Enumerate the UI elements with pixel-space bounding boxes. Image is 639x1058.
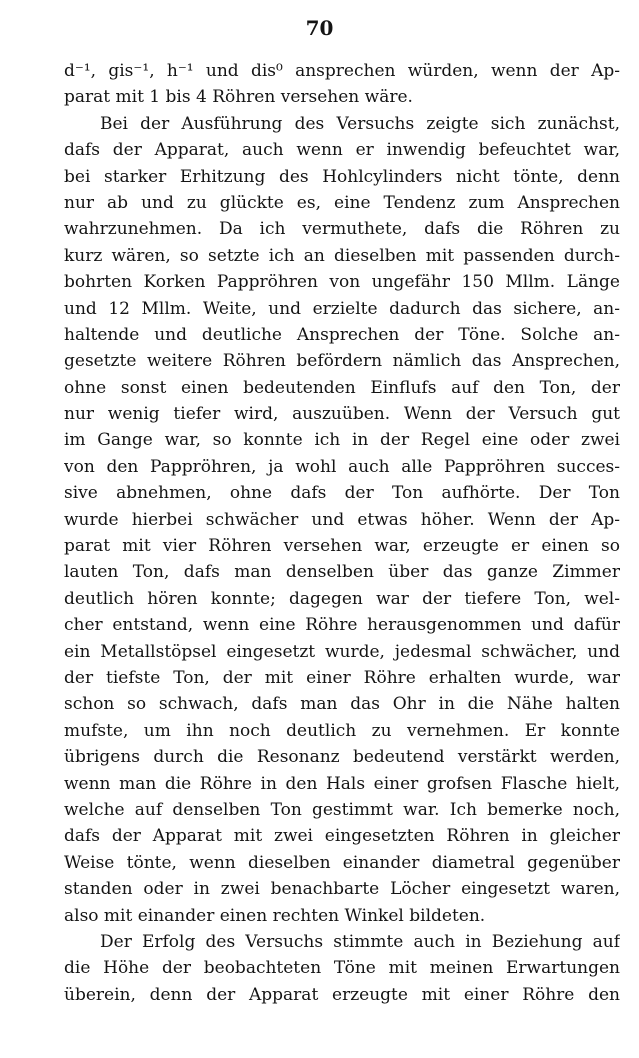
paragraph-1 <box>64 58 620 111</box>
paragraph-3 <box>64 929 620 1008</box>
text-line: von den Pappröhren, ja wohl auch alle Pappröhren succes- <box>64 456 620 477</box>
text-line: also mit einander einen rechten Winkel bildeten. <box>64 905 486 926</box>
text-line: ohne sonst einen bedeutenden Einflufs auf den Ton, der <box>64 377 620 398</box>
text-line: welche auf denselben Ton gestimmt war. Ich bemerke noch, <box>64 799 620 820</box>
paragraph-2 <box>64 111 620 929</box>
text-line: dafs der Apparat, auch wenn er inwendig befeuchtet war, <box>64 140 620 161</box>
text-line: übrigens durch die Resonanz bedeutend verstärkt werden, <box>64 747 620 768</box>
text-line: parat mit vier Röhren versehen war, erzeugte er einen so <box>64 536 620 557</box>
text-line: Bei der Ausführung des Versuchs zeigte sich zunächst, <box>100 113 620 134</box>
text-line: schon so schwach, dafs man das Ohr in die Nähe halten <box>64 694 620 715</box>
text-line: gesetzte weitere Röhren befördern nämlich das Ansprechen, <box>64 351 620 372</box>
text-line: wurde hierbei schwächer und etwas höher. Wenn der Ap- <box>64 509 620 530</box>
text-line: nur ab und zu glückte es, eine Tendenz zum Ansprechen <box>64 192 620 213</box>
text-line: parat mit 1 bis 4 Röhren versehen wäre. <box>64 87 413 108</box>
text-line: ein Metallstöpsel eingesetzt wurde, jedesmal schwächer, und <box>64 641 620 662</box>
page-number: 70 <box>305 16 334 40</box>
text-line: bohrten Korken Pappröhren von ungefähr 150 Mllm. Länge <box>64 272 620 293</box>
text-line: sive abnehmen, ohne dafs der Ton aufhörte. Der Ton <box>64 483 620 504</box>
text-line: der tiefste Ton, der mit einer Röhre erhalten wurde, war <box>64 667 620 688</box>
text-line: die Höhe der beobachteten Töne mit meinen Erwartungen <box>64 958 620 979</box>
text-line: wenn man die Röhre in den Hals einer grofsen Flasche hielt, <box>64 773 620 794</box>
text-line: und 12 Mllm. Weite, und erzielte dadurch das sichere, an- <box>64 298 620 319</box>
text-line: haltende und deutliche Ansprechen der Töne. Solche an- <box>64 324 620 345</box>
text-line: mufste, um ihn noch deutlich zu vernehmen. Er konnte <box>64 720 620 741</box>
text-line: im Gange war, so konnte ich in der Regel eine oder zwei <box>64 430 620 451</box>
text-line: d⁻¹, gis⁻¹, h⁻¹ und dis⁰ ansprechen würden, wenn der Ap- <box>64 61 620 81</box>
body-text <box>64 58 620 1008</box>
text-line: kurz wären, so setzte ich an dieselben mit passenden durch- <box>64 245 620 266</box>
text-line: bei starker Erhitzung des Hohlcylinders nicht tönte, denn <box>64 166 620 187</box>
text-line: Der Erfolg des Versuchs stimmte auch in Beziehung auf <box>100 931 620 952</box>
text-line: lauten Ton, dafs man denselben über das ganze Zimmer <box>64 562 620 583</box>
text-line: cher entstand, wenn eine Röhre herausgenommen und dafür <box>64 615 620 636</box>
text-line: deutlich hören konnte; dagegen war der tiefere Ton, wel- <box>64 588 620 609</box>
text-line: Weise tönte, wenn dieselben einander diametral gegenüber <box>64 852 620 873</box>
text-line: nur wenig tiefer wird, auszuüben. Wenn der Versuch gut <box>64 404 620 425</box>
text-line: dafs der Apparat mit zwei eingesetzten Röhren in gleicher <box>64 826 620 847</box>
text-line: überein, denn der Apparat erzeugte mit einer Röhre den <box>64 984 620 1005</box>
text-line: standen oder in zwei benachbarte Löcher eingesetzt waren, <box>64 879 620 900</box>
text-line: wahrzunehmen. Da ich vermuthete, dafs die Röhren zu <box>64 219 620 240</box>
